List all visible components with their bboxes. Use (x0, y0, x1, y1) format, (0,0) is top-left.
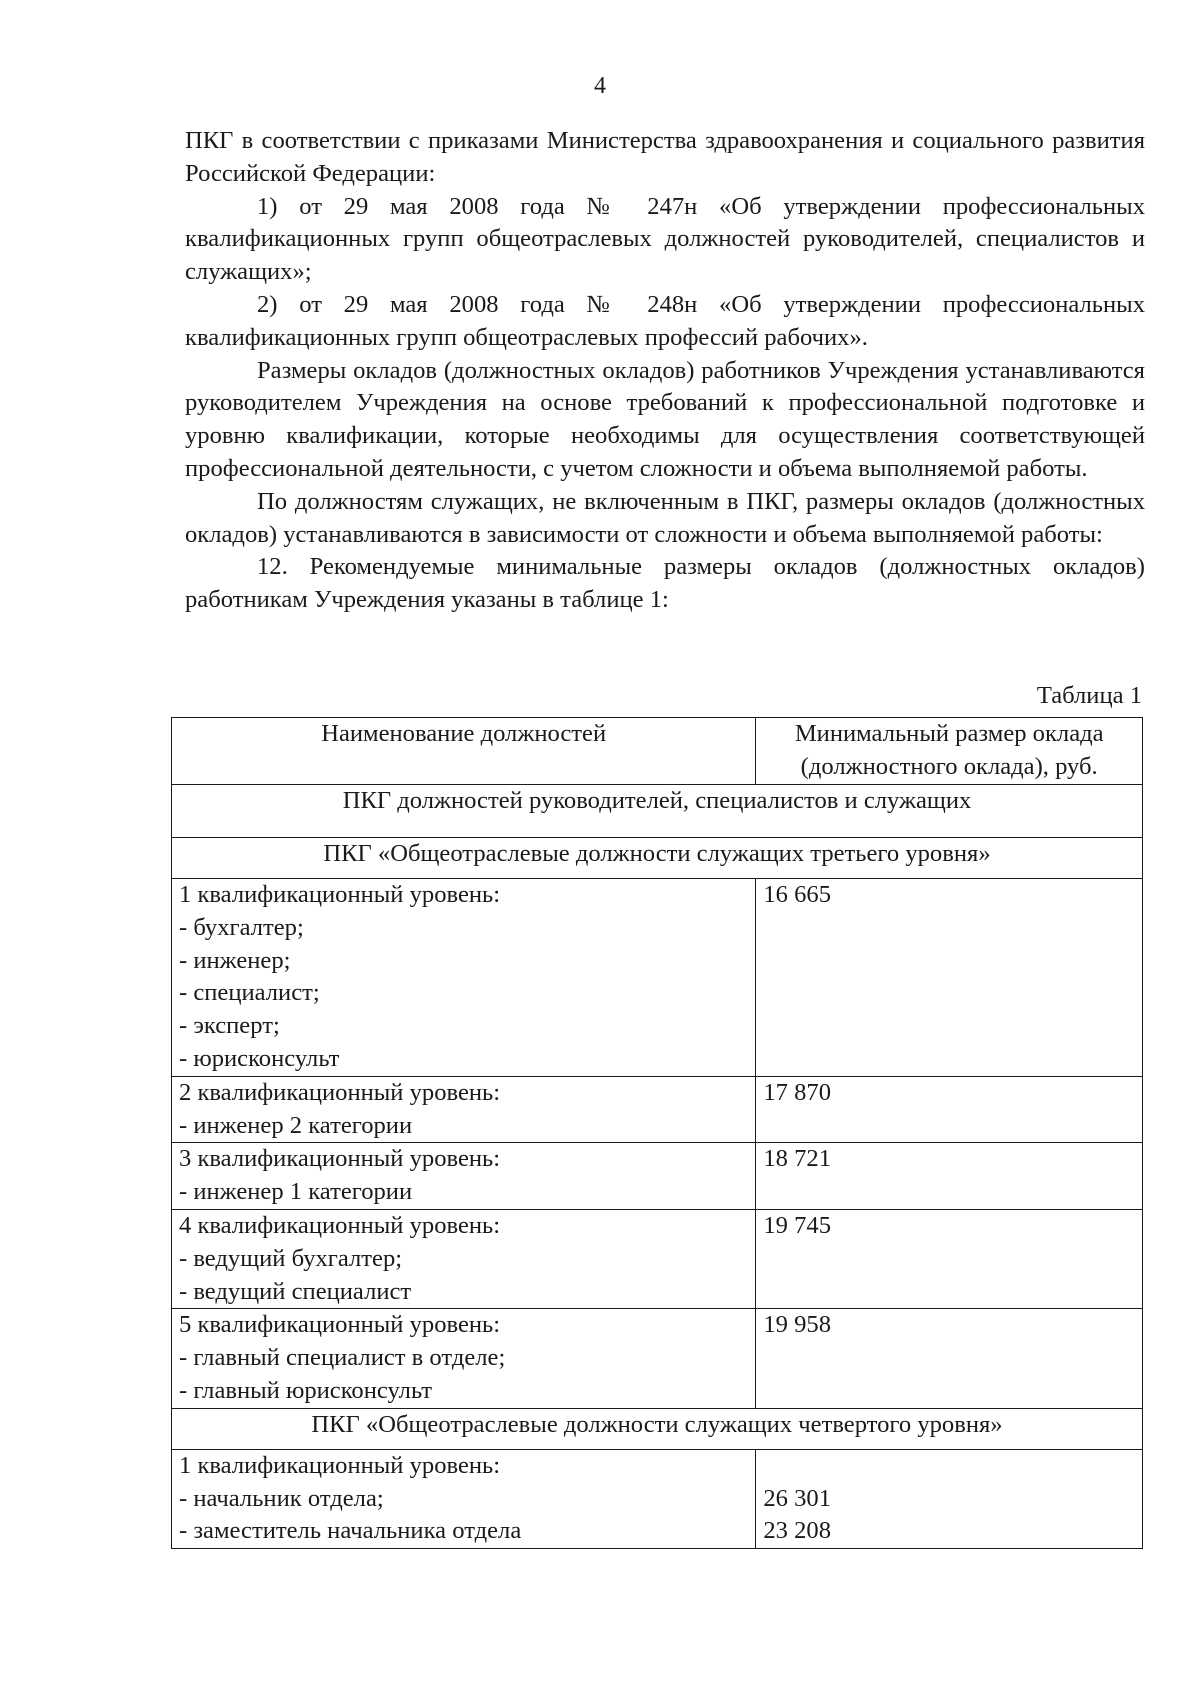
level-label: 1 квалификационный уровень: (179, 881, 501, 908)
salary-cell (756, 1449, 1143, 1548)
intro-text (185, 125, 1145, 617)
paragraph-salary-sizes: Размеры окладов (должностных окладов) работников Учреждения устанавливаются руководителем Учреждения на основе требований к профессиональной подготовке и уровню квалификации, которые необходимы для осуществления соответствующей профессиональной деятельности, с учетом сложности и объема выполняемой работы. (185, 356, 1145, 482)
salary-value: 23 208 (763, 1517, 831, 1545)
paragraph-order-247n: 1) от 29 мая 2008 года № 247н «Об утверждении профессиональных квалификационных групп общеотраслевых должностей руководителей, специалистов и служащих»; (185, 192, 1145, 286)
group-title-fourth-level: ПКГ «Общеотраслевые должности служащих четвертого уровня» (172, 1408, 1143, 1449)
position-item: - заместитель начальника отдела (179, 1517, 522, 1545)
position-item: - инженер; (179, 946, 291, 974)
position-item: - специалист; (179, 979, 320, 1007)
table-row (172, 1143, 1143, 1210)
salary-cell: 18 721 (756, 1143, 1143, 1210)
position-item: - главный юрисконсульт (179, 1376, 432, 1404)
group-row-fourth-level (172, 1408, 1143, 1449)
salary-cell: 19 745 (756, 1209, 1143, 1308)
header-min-salary (756, 718, 1143, 785)
paragraph-intro: ПКГ в соответствии с приказами Министерства здравоохранения и социального развития Российской Федерации: (185, 127, 1145, 187)
table-caption: Таблица 1 (1036, 682, 1142, 709)
level-cell (172, 879, 756, 1077)
paragraph-item-12: 12. Рекомендуемые минимальные размеры окладов (должностных окладов) работникам Учреждения указаны в таблице 1: (185, 553, 1145, 614)
level-cell (172, 1309, 756, 1408)
position-item: - главный специалист в отделе; (179, 1344, 506, 1372)
paragraph-order-248n: 2) от 29 мая 2008 года № 248н «Об утверждении профессиональных квалификационных групп общеотраслевых профессий рабочих». (185, 290, 1145, 351)
section-title: ПКГ должностей руководителей, специалистов и служащих (172, 785, 1143, 838)
position-item: - инженер 1 категории (179, 1178, 413, 1206)
table-row (172, 1449, 1143, 1548)
level-label: 5 квалификационный уровень: (179, 1311, 501, 1339)
salary-cell: 16 665 (756, 879, 1143, 1077)
level-cell (172, 1143, 756, 1210)
table-row (172, 1076, 1143, 1143)
table-row (172, 879, 1143, 1077)
group-title-third-level: ПКГ «Общеотраслевые должности служащих третьего уровня» (172, 838, 1143, 879)
level-cell (172, 1076, 756, 1143)
salary-table (171, 717, 1143, 1549)
paragraph-non-pkg-positions: По должностям служащих, не включенным в ПКГ, размеры окладов (должностных окладов) устанавливаются в зависимости от сложности и объема выполняемой работы: (185, 487, 1145, 548)
table-row (172, 1309, 1143, 1408)
page-number: 4 (594, 73, 606, 99)
table-row (172, 1209, 1143, 1308)
level-cell (172, 1449, 756, 1548)
position-item: - ведущий бухгалтер; (179, 1244, 403, 1272)
table-header-row (172, 718, 1143, 785)
header-positions: Наименование должностей (172, 718, 756, 785)
section-row (172, 785, 1143, 838)
position-item: - эксперт; (179, 1012, 280, 1040)
level-cell (172, 1209, 756, 1308)
group-row-third-level (172, 838, 1143, 879)
position-item: - начальник отдела; (179, 1484, 384, 1512)
position-item: - бухгалтер; (179, 913, 304, 941)
level-label: 4 квалификационный уровень: (179, 1211, 501, 1239)
position-item: - ведущий специалист (179, 1277, 412, 1305)
position-item: - юрисконсульт (179, 1044, 340, 1072)
salary-cell: 19 958 (756, 1309, 1143, 1408)
level-label: 2 квалификационный уровень: (179, 1078, 501, 1106)
salary-cell: 17 870 (756, 1076, 1143, 1143)
header-min-salary-line1: Минимальный размер оклада (794, 720, 1104, 747)
level-label: 1 квалификационный уровень: (179, 1451, 501, 1479)
position-item: - инженер 2 категории (179, 1111, 413, 1139)
salary-value: 26 301 (763, 1484, 831, 1512)
header-min-salary-line2: (должностного оклада), руб. (800, 752, 1098, 780)
level-label: 3 квалификационный уровень: (179, 1145, 501, 1173)
